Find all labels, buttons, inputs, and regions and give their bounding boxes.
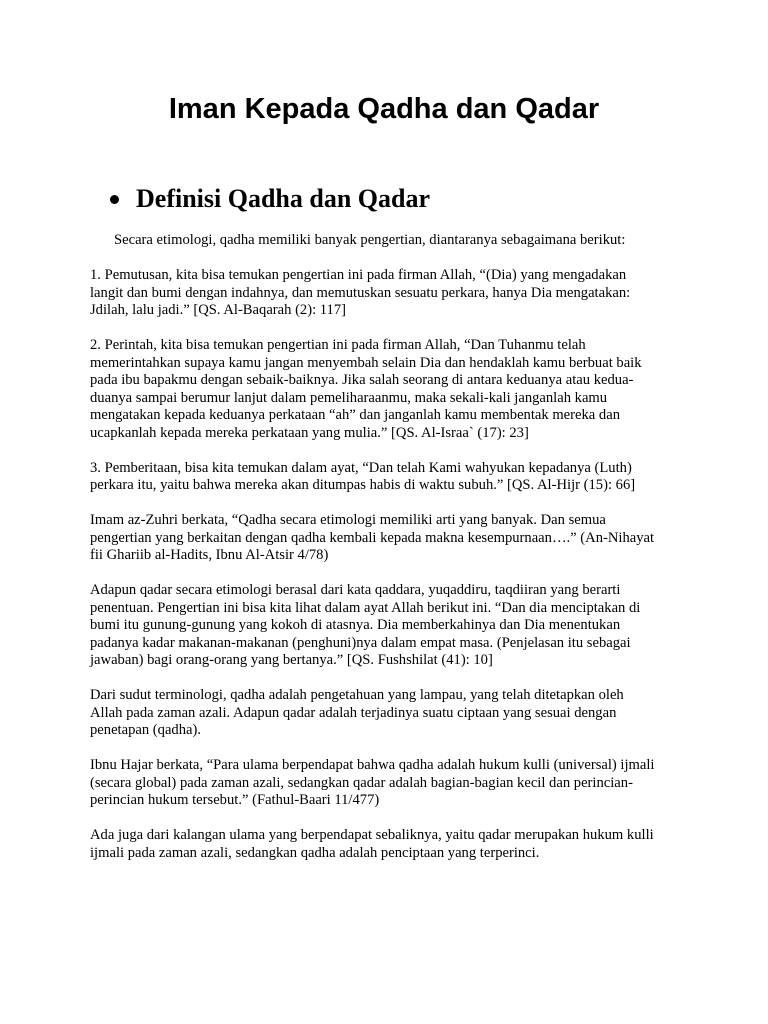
page-title: Iman Kepada Qadha dan Qadar	[168, 93, 600, 125]
text-line: Secara etimologi, qadha memiliki banyak pengertian, diantaranya sebagaimana berikut:	[114, 232, 626, 248]
text-line: jawaban) bagi orang-orang yang bertanya.” [QS. Fushshilat (41): 10]	[90, 652, 493, 668]
text-line: pengertian yang berkaitan dengan qadha kembali kepada makna kesempurnaan….” (An-Nihayat	[90, 529, 655, 546]
text-line: langit dan bumi dengan indahnya, dan memutuskan sesuatu perkara, hanya Dia mengatakan:	[90, 284, 631, 301]
text-line: Ada juga dari kalangan ulama yang berpendapat sebaliknya, yaitu qadar merupakan hukum kulli	[90, 827, 654, 843]
intro-paragraph	[90, 232, 690, 250]
text-line: fii Ghariib al-Hadits, Ibnu Al-Atsir 4/78)	[90, 547, 329, 563]
text-line: Allah pada zaman azali. Adapun qadar adalah terjadinya suatu ciptaan yang sesuai dengan	[90, 704, 617, 721]
text-line: Jdilah, lalu jadi.” [QS. Al-Baqarah (2): 117]	[90, 302, 347, 318]
paragraph	[90, 267, 690, 320]
text-line: Imam az-Zuhri berkata, “Qadha secara etimologi memiliki arti yang banyak. Dan semua	[90, 512, 606, 528]
text-line: mengatakan kepada keduanya perkataan “ah” dan janganlah kamu membentak mereka dan	[90, 407, 620, 423]
text-line: Ibnu Hajar berkata, “Para ulama berpendapat bahwa qadha adalah hukum kulli (universal) ijmali	[90, 757, 655, 773]
text-line: memerintahkan supaya kamu jangan menyembah selain Dia dan hendaklah kamu berbuat baik	[90, 354, 642, 371]
text-line: penetapan (qadha).	[90, 722, 202, 738]
text-line: Adapun qadar secara etimologi berasal dari kata qaddara, yuqaddiru, taqdiiran yang berarti	[90, 582, 621, 598]
text-line: bumi itu gunung-gunung yang kokoh di atasnya. Dia memberkahinya dan Dia menentukan	[90, 617, 621, 633]
text-line: ijmali pada zaman azali, sedangkan qadha adalah penciptaan yang terperinci.	[90, 844, 540, 861]
text-line: perkara itu, yaitu bahwa mereka akan ditumpas habis di waktu subuh.” [QS. Al-Hijr (15): 66]	[90, 477, 636, 493]
text-line: perincian hukum tersebut.” (Fathul-Baari 11/477)	[90, 792, 380, 808]
text-line: ucapkanlah kepada mereka perkataan yang mulia.” [QS. Al-Israa` (17): 23]	[90, 424, 529, 441]
text-line: 1. Pemutusan, kita bisa temukan pengertian ini pada firman Allah, “(Dia) yang mengadakan	[90, 267, 627, 283]
text-line: Dari sudut terminologi, qadha adalah pengetahuan yang lampau, yang telah ditetapkan oleh	[90, 687, 624, 703]
paragraph	[90, 827, 690, 862]
paragraph	[90, 757, 690, 810]
paragraph	[90, 687, 690, 740]
paragraph	[90, 582, 690, 670]
section-heading-text: Definisi Qadha dan Qadar	[136, 184, 431, 213]
text-line: pada ibu bapakmu dengan sebaik-baiknya. Jika salah seorang di antara keduanya atau kedua-	[90, 372, 634, 388]
text-line: duanya sampai berumur lanjut dalam pemeliharaanmu, maka sekali-kali janganlah kamu	[90, 389, 608, 406]
text-line: penentuan. Pengertian ini bisa kita lihat dalam ayat Allah berikut ini. “Dan dia menciptakan di	[90, 599, 641, 616]
text-line: 3. Pemberitaan, bisa kita temukan dalam ayat, “Dan telah Kami wahyukan kepadanya (Luth)	[90, 459, 632, 476]
paragraph	[90, 512, 690, 565]
text-line: padanya kadar makanan-makanan (penghuni)nya dalam empat masa. (Penjelasan itu sebagai	[90, 634, 631, 651]
paragraph	[90, 460, 690, 495]
document-body	[90, 232, 690, 880]
section-heading	[110, 182, 430, 216]
text-line: 2. Perintah, kita bisa temukan pengertian ini pada firman Allah, “Dan Tuhanmu telah	[90, 337, 586, 353]
paragraph	[90, 337, 690, 442]
bullet-icon	[110, 195, 119, 204]
text-line: (secara global) pada zaman azali, sedangkan qadar adalah bagian-bagian kecil dan perincian-	[90, 774, 633, 791]
